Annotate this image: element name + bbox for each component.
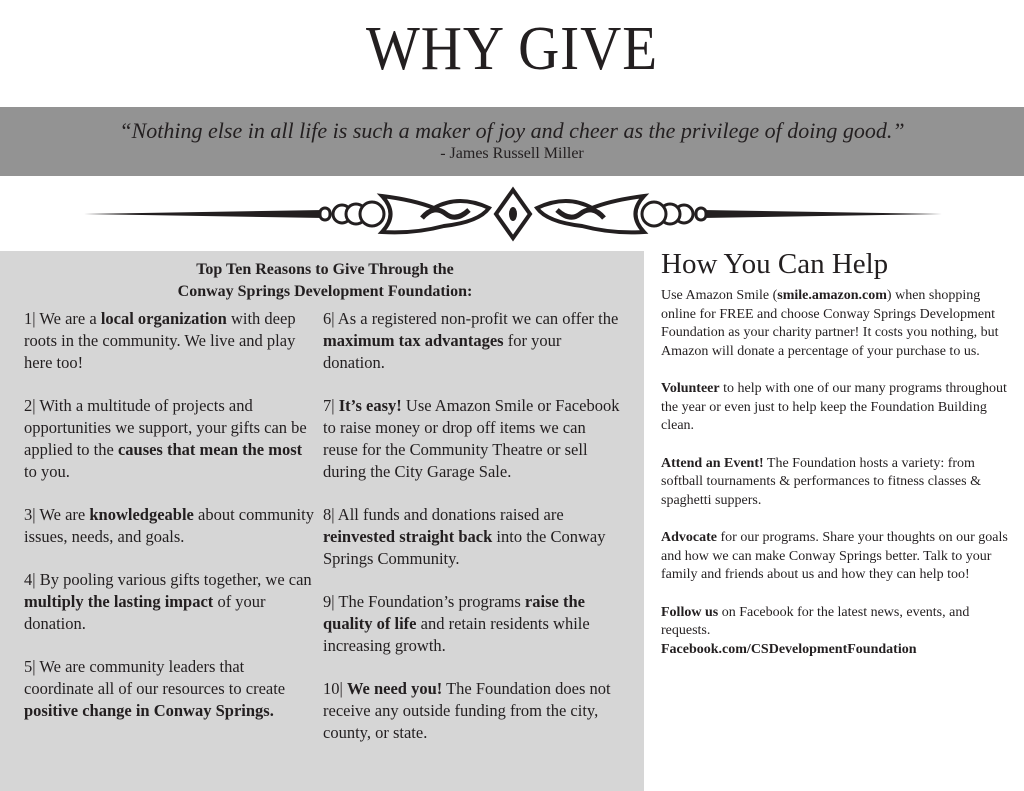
quote-text: “Nothing else in all life is such a maker of joy and cheer as the privilege of doing good.” (119, 118, 905, 143)
flourish-divider-icon (84, 186, 942, 242)
reason-item: 4| By pooling various gifts together, we can multiply the lasting impact of your donation. (24, 570, 312, 633)
help-follow-us: Follow us on Facebook for the latest news, events, and requests. Facebook.com/CSDevelopmentFoundation (661, 604, 970, 657)
help-volunteer: Volunteer to help with one of our many programs throughout the year or even just to help keep the Foundation Building clean. (661, 381, 1007, 433)
help-amazon-smile: Use Amazon Smile (smile.amazon.com) when shopping online for FREE and choose Conway Springs Development Foundation as your charity partner! It costs you nothing, but Amazon will donate a percentage of your purchase to us. (661, 288, 999, 359)
page-title: WHY GIVE (366, 15, 658, 83)
reason-item: 6| As a registered non-profit we can offer the maximum tax advantages for your donation. (323, 309, 619, 372)
quote-author: - James Russell Miller (440, 145, 584, 162)
reason-item: 5| We are community leaders that coordinate all of our resources to create positive change in Conway Springs. (24, 657, 286, 720)
top-reasons-panel (0, 251, 644, 791)
amazon-smile-link[interactable]: smile.amazon.com (777, 288, 887, 303)
reasons-heading (0, 259, 650, 303)
reason-item: 1| We are a local organization with deep roots in the community. We live and play here too! (24, 309, 296, 372)
reasons-heading-line1: Top Ten Reasons to Give Through the (196, 261, 454, 278)
reasons-heading-line2: Conway Springs Development Foundation: (177, 283, 473, 300)
reasons-column-right (323, 308, 623, 765)
help-heading: How You Can Help (661, 248, 889, 280)
quote-band (0, 107, 1024, 176)
reasons-column-left (24, 308, 314, 743)
facebook-link[interactable]: Facebook.com/CSDevelopmentFoundation (661, 641, 917, 657)
help-advocate: Advocate for our programs. Share your thoughts on our goals and how we can make Conway Springs better. Talk to your family and friends about us and how they can help too! (661, 530, 1008, 582)
reason-item: 8| All funds and donations raised are reinvested straight back into the Conway Springs Community. (323, 505, 606, 568)
reason-item: 2| With a multitude of projects and opportunities we support, your gifts can be applied to the causes that mean the most to you. (24, 396, 307, 481)
help-attend-event: Attend an Event! The Foundation hosts a variety: from softball tournaments & performances to fitness classes & spaghetti suppers. (661, 455, 981, 508)
reason-item: 9| The Foundation’s programs raise the quality of life and retain residents while increasing growth. (323, 592, 590, 655)
how-you-can-help-panel (661, 246, 1011, 678)
reason-item: 10| We need you! The Foundation does not receive any outside funding from the city, county, or state. (323, 679, 611, 742)
reason-item: 7| It’s easy! Use Amazon Smile or Facebook to raise money or drop off items we can reuse for the Community Theatre or sell during the City Garage Sale. (323, 396, 620, 481)
reason-item: 3| We are knowledgeable about community issues, needs, and goals. (24, 505, 314, 546)
